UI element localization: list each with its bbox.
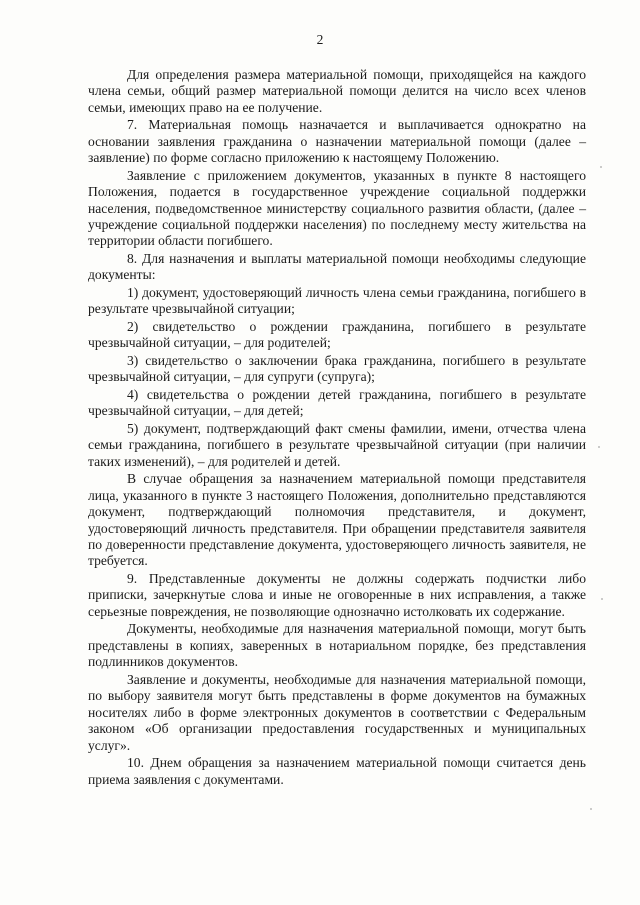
paragraph: 10. Днем обращения за назначением материальной помощи считается день приема заявления с документами. (88, 755, 586, 787)
paragraph: Для определения размера материальной помощи, приходящейся на каждого члена семьи, общий размер материальной помощи делится на число всех членов семьи, имеющих право на ее получение. (88, 67, 586, 115)
paragraph: 8. Для назначения и выплаты материальной помощи необходимы следующие документы: (88, 251, 586, 283)
paragraph: В случае обращения за назначением материальной помощи представителя лица, указанного в пункте 3 настоящего Положения, дополнительно представляются документ, подтверждающий полномочия представителя, и документ, удостоверяющий личность представителя. При обращении представителя заявителя по доверенности представление документа, удостоверяющего личность заявителя, не требуется. (88, 471, 586, 569)
list-item: 1) документ, удостоверяющий личность члена семьи гражданина, погибшего в результате чрезвычайной ситуации; (88, 285, 586, 317)
list-item: 3) свидетельство о заключении брака гражданина, погибшего в результате чрезвычайной ситуации, – для супруги (супруга); (88, 353, 586, 385)
scan-speck (600, 166, 602, 168)
list-item: 4) свидетельства о рождении детей гражданина, погибшего в результате чрезвычайной ситуации, – для детей; (88, 387, 586, 419)
paragraph: Заявление с приложением документов, указанных в пункте 8 настоящего Положения, подается в государственное учреждение социальной поддержки населения, подведомственное министерству социального развития области, (далее – учреждение социальной поддержки населения) по последнему месту жительства на территории области погибшего. (88, 167, 586, 249)
paragraph: Документы, необходимые для назначения материальной помощи, могут быть представлены в копиях, заверенных в нотариальном порядке, без представления подлинников документов. (88, 621, 586, 670)
paragraph: 7. Материальная помощь назначается и выплачивается однократно на основании заявления гражданина о назначении материальной помощи (далее – заявление) по форме согласно приложению к настоящему Положению. (88, 117, 586, 166)
scan-speck (601, 598, 603, 600)
paragraph: 9. Представленные документы не должны содержать подчистки либо приписки, зачеркнутые слова и иные не оговоренные в них исправления, а также серьезные повреждения, не позволяющие однозначно истолковать их содержание. (88, 571, 586, 619)
paragraph: Заявление и документы, необходимые для назначения материальной помощи, по выбору заявителя могут быть представлены в форме документов на бумажных носителях либо в форме электронных документов в соответствии с Федеральным законом «Об организации предоставления государственных и муниципальных услуг». (88, 671, 586, 753)
document-body (88, 67, 586, 789)
list-item: 2) свидетельство о рождении гражданина, погибшего в результате чрезвычайной ситуации, – для родителей; (88, 319, 586, 351)
page-number: 2 (316, 32, 324, 47)
scan-speck (590, 808, 592, 810)
list-item: 5) документ, подтверждающий факт смены фамилии, имени, отчества члена семьи гражданина, погибшего в результате чрезвычайной ситуации (при наличии таких изменений), – для родителей и детей. (88, 421, 586, 469)
scan-speck (598, 446, 600, 448)
